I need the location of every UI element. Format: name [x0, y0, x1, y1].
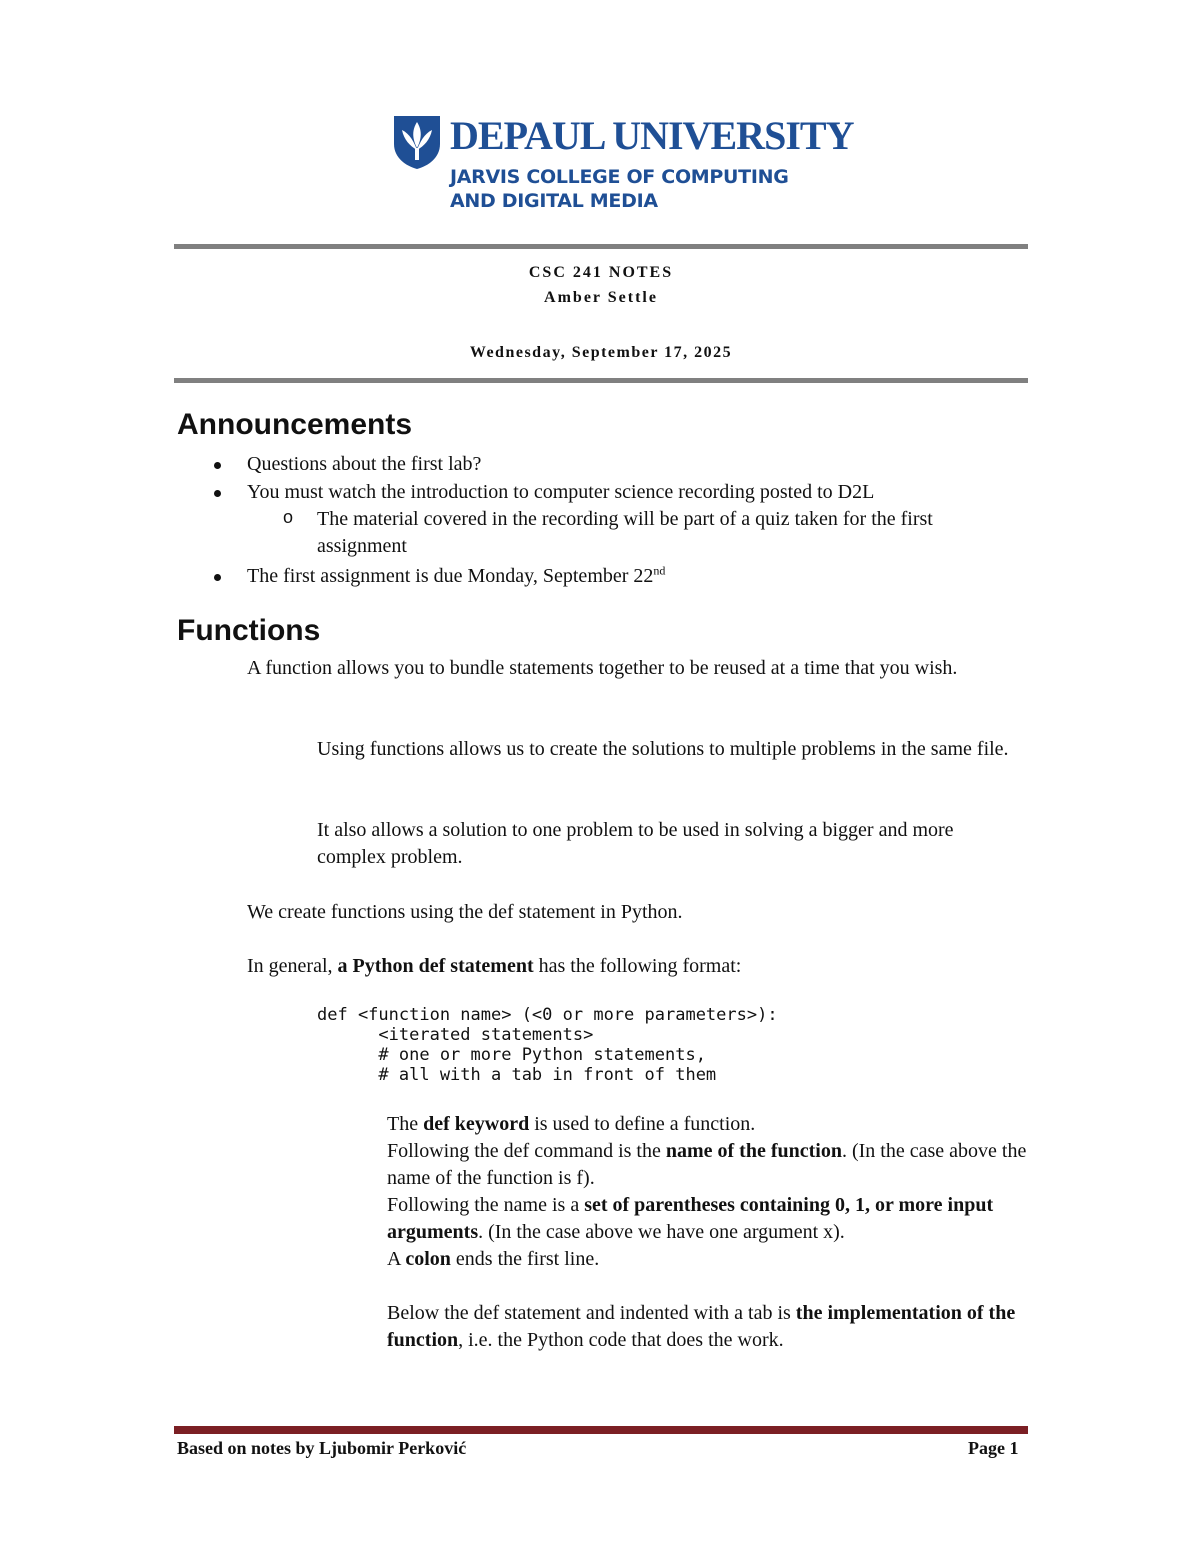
list-item: You must watch the introduction to computer science recording posted to D2L	[247, 481, 875, 503]
explain-line-5	[387, 1300, 1027, 1354]
text: In general,	[247, 955, 338, 977]
def-explanation	[387, 1111, 1027, 1354]
footer-credit: Based on notes by Ljubomir Perković	[177, 1438, 467, 1458]
bold-text: set of parentheses containing 0, 1, or more input arguments	[387, 1194, 994, 1243]
list-item: Questions about the first lab?	[247, 453, 482, 475]
announcements-heading: Announcements	[177, 408, 413, 441]
list-item	[247, 563, 665, 590]
bullet-icon	[214, 574, 221, 581]
ordinal-suffix: nd	[653, 563, 666, 578]
def-code-block: def <function name> (<0 or more parameters>): <iterated statements> # one or more Python statements, # all with a tab in front of them	[317, 1005, 778, 1085]
text: A	[387, 1248, 406, 1270]
bullet-icon	[214, 462, 221, 469]
course-title: CSC 241 NOTES	[528, 264, 674, 281]
header-bottom-rule	[174, 378, 1028, 383]
functions-point-2: It also allows a solution to one problem to be used in solving a bigger and more complex problem.	[317, 819, 954, 868]
functions-point-1: Using functions allows us to create the solutions to multiple problems in the same file.	[317, 738, 1009, 760]
header-top-rule	[174, 244, 1028, 249]
footer-rule	[174, 1426, 1028, 1434]
bullet-icon	[214, 490, 221, 497]
depaul-emblem-icon	[392, 114, 442, 170]
text: Following the name is a	[387, 1194, 585, 1216]
text: The	[387, 1113, 424, 1135]
bold-text: def keyword	[423, 1113, 530, 1135]
def-general-format	[247, 953, 741, 980]
college-name-line2: AND DIGITAL MEDIA	[450, 190, 658, 212]
def-intro: We create functions using the def statement in Python.	[247, 901, 683, 923]
text: , i.e. the Python code that does the work.	[458, 1329, 784, 1351]
text: Below the def statement and indented with a tab is	[387, 1302, 796, 1324]
text: Following the def command is the	[387, 1140, 666, 1162]
text: . (In the case above the name of the function is f).	[387, 1140, 1027, 1189]
lecture-date: Wednesday, September 17, 2025	[469, 344, 733, 361]
list-item-text: The first assignment is due Monday, September 22	[247, 565, 654, 587]
functions-intro: A function allows you to bundle statements together to be reused at a time that you wish.	[247, 657, 958, 679]
text: has the following format:	[533, 955, 742, 977]
bold-text: colon	[405, 1248, 451, 1270]
functions-heading: Functions	[177, 614, 321, 647]
list-sub-item: The material covered in the recording will be part of a quiz taken for the first assignment	[317, 508, 933, 557]
bold-text: the implementation of the function	[387, 1302, 1016, 1351]
text: is used to define a function.	[529, 1113, 756, 1135]
bold-text: name of the function	[665, 1140, 842, 1162]
sub-bullet-icon: o	[283, 507, 294, 527]
spacer	[387, 1273, 1027, 1300]
page-number: Page 1	[968, 1438, 1019, 1458]
text: ends the first line.	[450, 1248, 600, 1270]
bold-text: a Python def statement	[337, 955, 534, 977]
author-name: Amber Settle	[544, 289, 658, 306]
university-wordmark: DEPAUL UNIVERSITY	[450, 113, 854, 158]
explain-line-2	[387, 1138, 1027, 1192]
explain-line-4	[387, 1246, 1027, 1273]
explain-line-1	[387, 1111, 1027, 1138]
university-logo	[392, 112, 854, 216]
explain-line-3	[387, 1192, 1027, 1246]
text: . (In the case above we have one argument x).	[478, 1221, 845, 1243]
college-name-line1: JARVIS COLLEGE OF COMPUTING	[450, 166, 789, 188]
